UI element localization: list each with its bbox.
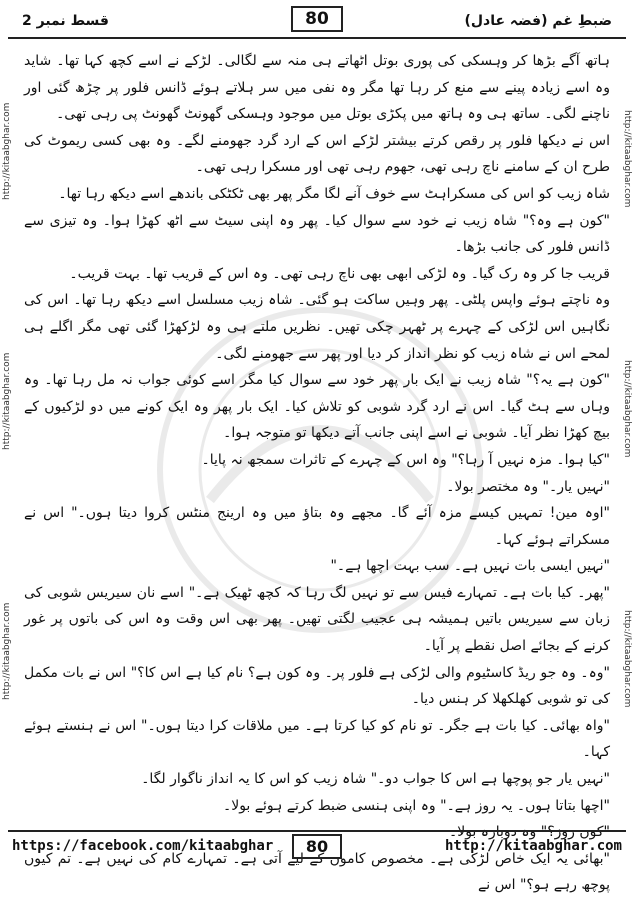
episode-label: قسط نمبر 2 (22, 13, 109, 29)
paragraph: "نہیں ایسی بات نہیں ہے۔ سب بہت اچھا ہے۔" (330, 558, 610, 575)
page-header (0, 0, 634, 40)
paragraph: "اچھا بتاتا ہوں۔ یہ روز ہے۔" وہ اپنی ہنسی ضبط کرتے ہوئے بولا۔ (223, 797, 610, 814)
paragraph: "نہیں یار۔" وہ مختصر بولا۔ (446, 478, 610, 495)
header-page-number: 80 (291, 6, 343, 32)
paragraph: "اوہ مین! تمہیں کیسے مزہ آئے گا۔ مجھے وہ بتاؤ میں وہ ارینج منٹس کروا دیتا ہوں۔" اس نے مسکراتے ہوئے کہا۔ (24, 505, 610, 548)
novel-title: ضبطِ غم (فضہ عادل) (464, 13, 612, 29)
side-url: http://kitaabghar.com (622, 110, 632, 208)
paragraph: اس نے دیکھا فلور پر رقص کرتے بیشتر لڑکے اس کے ارد گرد جھومنے لگے۔ وہ بھی کسی ریموٹ کی طرح ان کے سامنے ناچ رہی تھی، جھوم رہی تھی اور مسکرا رہی تھی۔ (24, 132, 610, 176)
story-text (24, 48, 610, 899)
left-side-watermark (0, 102, 16, 800)
side-url: http://kitaabghar.com (2, 602, 12, 700)
side-url: http://kitaabghar.com (2, 102, 12, 200)
paragraph: "کون ہے یہ؟" شاہ زیب نے ایک بار پھر خود سے سوال کیا مگر اسے کوئی جواب نہ مل رہا تھا۔ وہ وہاں سے ہٹ گیا۔ اس نے ارد گرد شوبی کو تلاش کیا۔ ایک بار پھر وہ ایک کونے میں دو لڑکیوں کے بیچ کھڑا نظر آیا۔ شوبی نے اسے اپنی جانب آتے دیکھا تو متوجہ ہوا۔ (24, 372, 610, 442)
paragraph: "واہ بھائی۔ کیا بات ہے جگر۔ تو نام کو کیا کرتا ہے۔ میں ملاقات کرا دیتا ہوں۔" اس نے ہنستے ہوئے کہا۔ (24, 717, 610, 761)
paragraph: "کون ہے وہ؟" شاہ زیب نے خود سے سوال کیا۔ پھر وہ اپنی سیٹ سے اٹھ کھڑا ہوا۔ وہ تیزی سے ڈانس فلور کی جانب بڑھا۔ (24, 212, 610, 256)
right-side-watermark (618, 110, 634, 800)
paragraph: شاہ زیب کو اس کی مسکراہٹ سے خوف آنے لگا مگر پھر بھی ٹکٹکی باندھے اسے دیکھ رہا تھا۔ (58, 185, 610, 202)
header-rule (8, 37, 626, 39)
paragraph: ہاتھ آگے بڑھا کر وہسکی کی پوری بوتل اٹھاتے ہی منہ سے لگالی۔ لڑکے نے اسے کچھ کہا تھا۔ شاید وہ اسے زیادہ پینے سے منع کر رہا تھا مگر وہ نفی میں سر ہلاتے ہوئے ڈانس فلور پر چڑھ گئی اور ناچنے لگی۔ ساتھ ہی وہ ہاتھ میں پکڑی بوتل میں موجود وہسکی گھونٹ گھونٹ پی رہی تھی۔ (24, 53, 610, 123)
paragraph: قریب جا کر وہ رک گیا۔ وہ لڑکی ابھی بھی ناچ رہی تھی۔ وہ اس کے قریب تھا۔ بہت قریب۔ (69, 265, 610, 282)
paragraph: وہ ناچتے ہوئے واپس پلٹی۔ پھر وہیں ساکت ہو گئی۔ شاہ زیب مسلسل اسے دیکھ رہا تھا۔ اس کی نگاہیں اس لڑکی کے چہرے پر ٹھہر چکی تھیں۔ نظریں ملتے ہی وہ لڑکھڑا گئی تھی مگر اگلے ہی لمحے اس نے شاہ زیب کو نظر انداز کر دیا اور پھر سے جھومنے لگی۔ (24, 292, 610, 362)
facebook-link[interactable]: https://facebook.com/kitaabghar (12, 838, 274, 854)
paragraph: "کیا ہوا۔ مزہ نہیں آ رہا؟" وہ اس کے چہرے کے تاثرات سمجھ نہ پایا۔ (201, 451, 610, 468)
website-link[interactable]: http://kitaabghar.com (444, 838, 622, 854)
side-url: http://kitaabghar.com (2, 352, 12, 450)
paragraph: "وہ۔ وہ جو ریڈ کاسٹیوم والی لڑکی ہے فلور پر۔ وہ کون ہے؟ نام کیا ہے اس کا؟" اس نے بات مکمل کی تو شوبی کھلکھلا کر ہنس دیا۔ (24, 664, 610, 708)
paragraph: "نہیں یار جو پوچھا ہے اس کا جواب دو۔" شاہ زیب کو اس کا یہ انداز ناگوار لگا۔ (141, 771, 610, 788)
footer-rule (8, 830, 626, 832)
paragraph: "پھر۔ کیا بات ہے۔ تمہارے فیس سے تو نہیں لگ رہا کہ کچھ ٹھیک ہے۔" اسے نان سیریس شوبی کی زبان سے سیریس باتیں ہمیشہ ہی عجیب لگتی تھیں۔ پھر بھی اس وقت وہ اس کی باتوں پر غور کرنے کے بجائے اصل نقطے پر آیا۔ (24, 584, 610, 655)
paragraph: "بھائی یہ ایک خاص لڑکی ہے۔ مخصوص کاموں کے لیے آتی ہے۔ تمہارے کام کی نہیں ہے۔ تم کیوں پوچھ رہے ہو؟" اس نے (24, 850, 610, 894)
side-url: http://kitaabghar.com (622, 610, 632, 708)
footer-page-number: 80 (292, 834, 342, 859)
side-url: http://kitaabghar.com (622, 360, 632, 458)
paragraph: "کون روز؟" وہ دوبارہ بولا۔ (449, 824, 610, 841)
